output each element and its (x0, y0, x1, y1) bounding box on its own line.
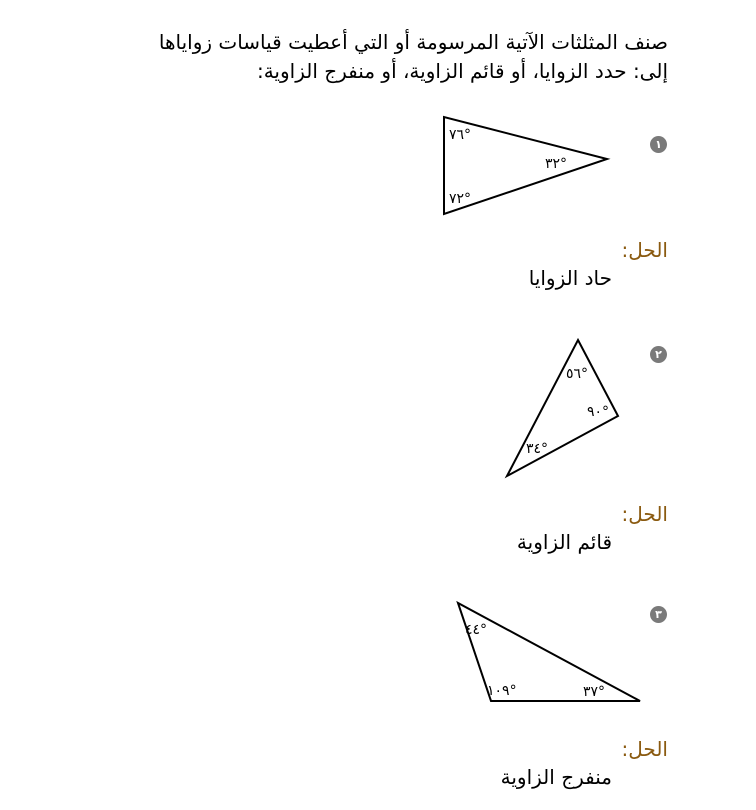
triangle-1-angle-bottom: ٧٢° (449, 191, 472, 207)
problem-2-answer: قائم الزاوية (516, 530, 612, 554)
problem-1-solution-label: الحل: (621, 238, 668, 262)
problem-3-solution-label: الحل: (621, 737, 668, 761)
triangle-2-angle-top: ٥٦° (566, 366, 589, 382)
triangle-3-shape (458, 603, 640, 701)
triangle-2-angle-right: ٩٠° (587, 404, 610, 420)
problem-1-answer: حاد الزوايا (528, 266, 612, 290)
triangle-1-angle-top: ٧٦° (449, 127, 472, 143)
triangle-1-angle-right: ٣٢° (545, 156, 568, 172)
problem-2-number-badge: ٢ (650, 346, 667, 363)
problem-3-answer: منفرج الزاوية (500, 765, 612, 789)
problem-2-solution-label: الحل: (621, 502, 668, 526)
instructions-line-1: صنف المثلثات الآتية المرسومة أو التي أعطيت قياسات زواياها (158, 30, 668, 54)
problem-3-number-badge: ٣ (650, 606, 667, 623)
triangle-3-angle-top: ٤٤° (465, 622, 488, 638)
triangle-3-angle-bottom-right: ٣٧° (583, 684, 606, 700)
triangle-2-angle-bottom: ٣٤° (526, 441, 549, 457)
problem-1-number-badge: ١ (650, 136, 667, 153)
instructions-line-2: إلى: حدد الزوايا، أو قائم الزاوية، أو منفرج الزاوية: (256, 59, 668, 83)
triangle-3-angle-bottom-left: ١٠٩° (487, 683, 517, 699)
